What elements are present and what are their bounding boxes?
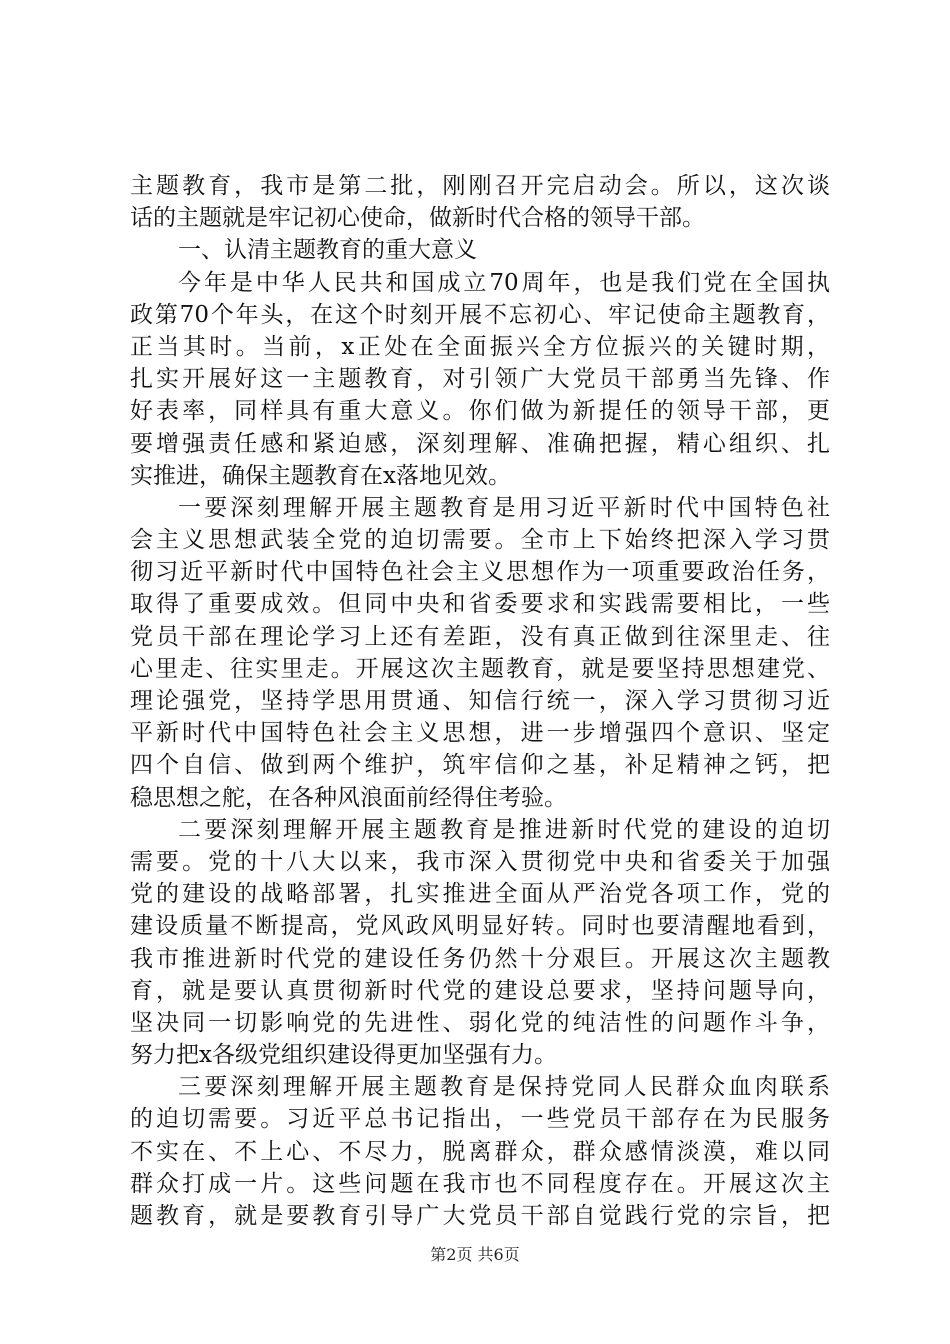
- text-line: 好表率，同样具有重大意义。你们做为新提任的领导干部，更: [130, 398, 830, 425]
- text-line: 会主义思想武装全党的迫切需要。全市上下始终把深入学习贯: [130, 527, 830, 554]
- text-line: 扎实开展好这一主题教育，对引领广大党员干部勇当先锋、作: [130, 366, 830, 393]
- text-line: 平新时代中国特色社会主义思想，进一步增强四个意识、坚定: [130, 720, 830, 747]
- text-line: 群众打成一片。这些问题在我市也不同程度存在。开展这次主: [130, 1170, 830, 1197]
- section-heading: 一、认清主题教育的重大意义: [178, 237, 477, 264]
- text-line: 二要深刻理解开展主题教育是推进新时代党的建设的迫切: [178, 816, 830, 843]
- page-number-label: 第2页 共6页: [430, 1245, 520, 1264]
- text-line: 需要。党的十八大以来，我市深入贯彻党中央和省委关于加强: [130, 848, 830, 875]
- text-line: 取得了重要成效。但同中央和省委要求和实践需要相比，一些: [130, 591, 830, 618]
- text-line: 努力把x各级党组织建设得更加坚强有力。: [130, 1042, 557, 1069]
- text-line: 建设质量不断提高，党风政风明显好转。同时也要清醒地看到，: [130, 913, 830, 940]
- text-line: 一要深刻理解开展主题教育是用习近平新时代中国特色社: [178, 494, 830, 521]
- text-line: 育，就是要认真贯彻新时代党的建设总要求，坚持问题导向，: [130, 977, 830, 1004]
- text-line: 要增强责任感和紧迫感，深刻理解、准确把握，精心组织、扎: [130, 430, 830, 457]
- text-line: 政第70个年头，在这个时刻开展不忘初心、牢记使命主题教育，: [130, 301, 830, 328]
- text-line: 的迫切需要。习近平总书记指出，一些党员干部存在为民服务: [130, 1106, 830, 1133]
- text-line: 稳思想之舵，在各种风浪面前经得住考验。: [130, 784, 567, 811]
- document-body: [130, 170, 830, 1232]
- text-line: 题教育，就是要教育引导广大党员干部自觉践行党的宗旨，把: [130, 1203, 830, 1229]
- page-footer: [0, 1242, 950, 1265]
- text-line: 坚决同一切影响党的先进性、弱化党的纯洁性的问题作斗争，: [130, 1009, 830, 1036]
- text-line: 彻习近平新时代中国特色社会主义思想作为一项重要政治任务，: [130, 559, 830, 586]
- text-line: 话的主题就是牢记初心使命，做新时代合格的领导干部。: [130, 205, 705, 232]
- text-line: 今年是中华人民共和国成立70周年，也是我们党在全国执: [178, 269, 830, 296]
- text-line: 党员干部在理论学习上还有差距，没有真正做到往深里走、往: [130, 623, 830, 650]
- text-line: 不实在、不上心、不尽力，脱离群众，群众感情淡漠，难以同: [130, 1138, 830, 1165]
- text-line: 三要深刻理解开展主题教育是保持党同人民群众血肉联系: [178, 1074, 830, 1101]
- text-line: 实推进，确保主题教育在x落地见效。: [130, 462, 511, 489]
- text-line: 正当其时。当前，x正处在全面振兴全方位振兴的关键时期，: [130, 333, 830, 360]
- text-line: 心里走、往实里走。开展这次主题教育，就是要坚持思想建党、: [130, 655, 830, 682]
- text-line: 理论强党，坚持学思用贯通、知信行统一，深入学习贯彻习近: [130, 688, 830, 714]
- text-line: 党的建设的战略部署，扎实推进全面从严治党各项工作，党的: [130, 881, 830, 908]
- text-line: 主题教育，我市是第二批，刚刚召开完启动会。所以，这次谈: [130, 173, 830, 199]
- text-line: 我市推进新时代党的建设任务仍然十分艰巨。开展这次主题教: [130, 945, 830, 972]
- text-line: 四个自信、做到两个维护，筑牢信仰之基，补足精神之钙，把: [130, 752, 830, 779]
